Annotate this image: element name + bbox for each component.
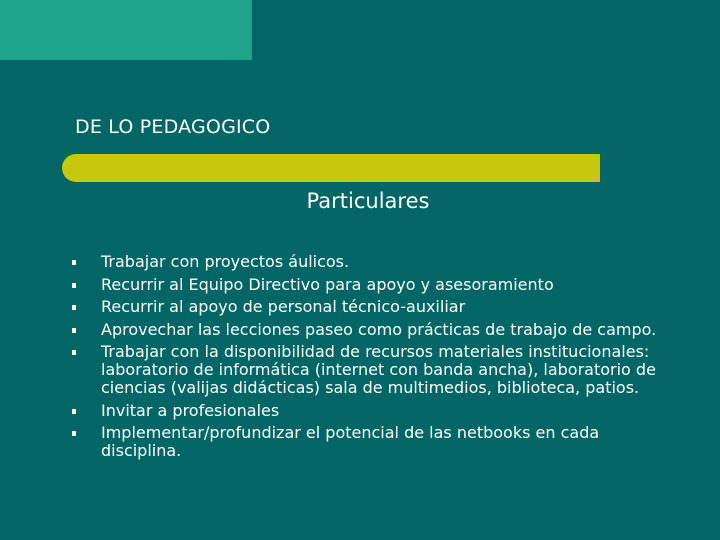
bullet-text: Recurrir al apoyo de personal técnico-auxiliar (101, 297, 466, 316)
bullet-item (72, 424, 682, 460)
square-bullet-icon (72, 431, 76, 436)
slide-subtitle: Particulares (306, 189, 430, 213)
bullet-text: Trabajar con la disponibilidad de recursos materiales institucionales: laboratorio de informática (internet con banda ancha), laboratorio de ciencias (valijas didácticas) sala de multimedios, biblioteca, patios. (101, 342, 656, 397)
bullet-text: Invitar a profesionales (101, 400, 280, 420)
bullet-text: Aprovechar las lecciones paseo como prácticas de trabajo de campo. (101, 319, 657, 339)
bullet-text: Recurrir al Equipo Directivo para apoyo y asesoramiento (101, 274, 554, 294)
square-bullet-icon (72, 350, 76, 355)
square-bullet-icon (72, 283, 76, 288)
bullet-list (72, 253, 682, 465)
bullet-item (72, 402, 682, 420)
accent-bar (62, 154, 600, 182)
bullet-item (72, 253, 682, 271)
bullet-item (72, 298, 682, 316)
bullet-item (72, 343, 682, 397)
slide-title: DE LO PEDAGOGICO (75, 116, 271, 138)
bullet-item (72, 321, 682, 339)
square-bullet-icon (72, 328, 76, 333)
square-bullet-icon (72, 260, 76, 265)
bullet-text: Implementar/profundizar el potencial de las netbooks en cada disciplina. (101, 423, 600, 460)
bullet-text: Trabajar con proyectos áulicos. (101, 252, 350, 271)
decorative-top-block (0, 0, 252, 60)
square-bullet-icon (72, 409, 76, 414)
square-bullet-icon (72, 305, 76, 310)
bullet-item (72, 276, 682, 294)
